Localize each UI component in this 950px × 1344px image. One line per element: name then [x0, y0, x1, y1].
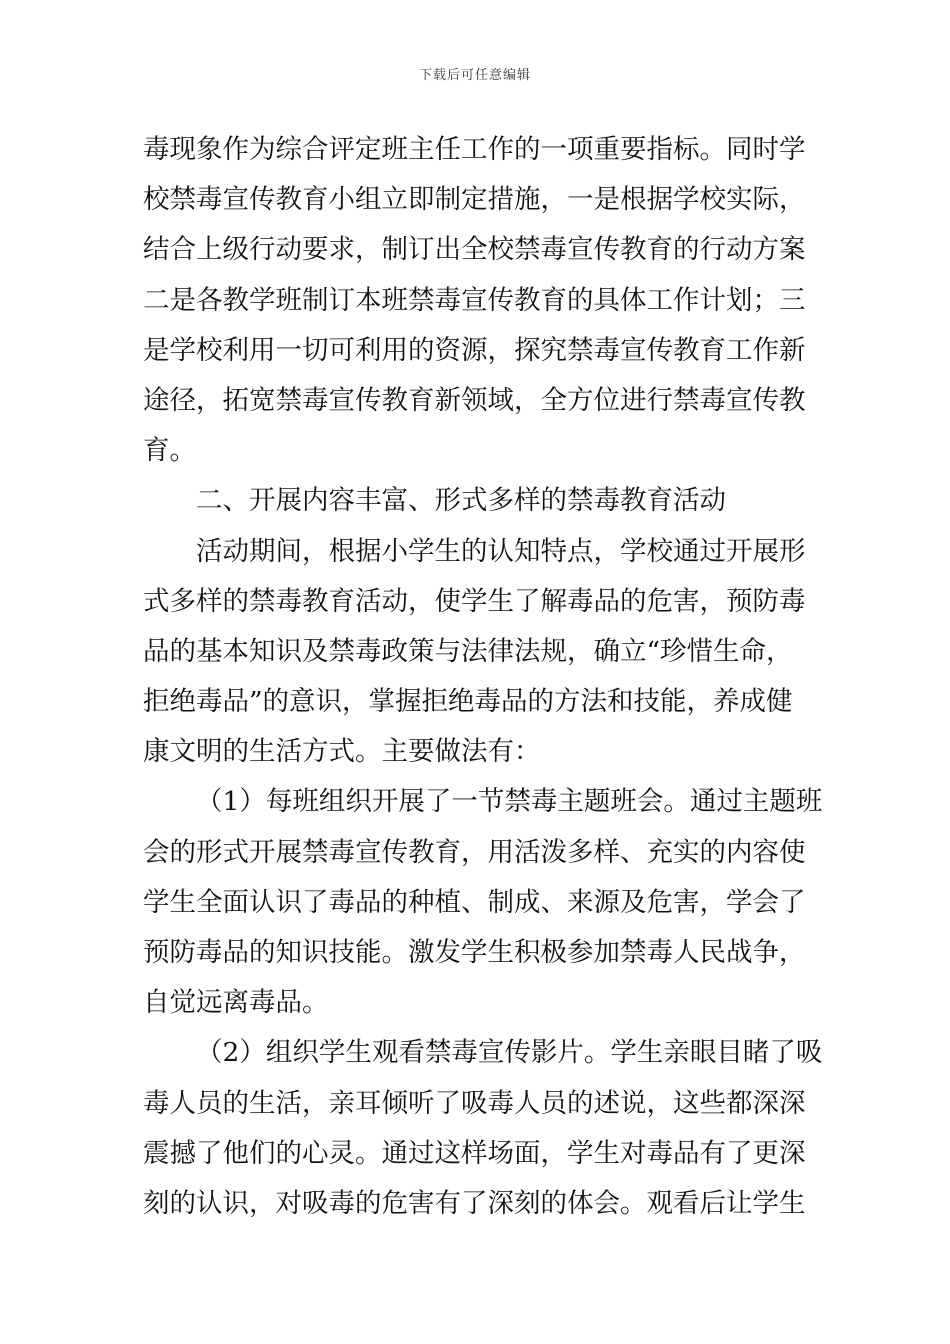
text-line: 育。: [143, 435, 196, 467]
text-line: 刻的认识，对吸毒的危害有了深刻的体会。观看后让学生: [143, 1187, 806, 1219]
text-line: 震撼了他们的心灵。通过这样场面，学生对毒品有了更深: [143, 1137, 806, 1169]
text-line: 式多样的禁毒教育活动，使学生了解毒品的危害，预防毒: [143, 585, 806, 617]
text-line: 康文明的生活方式。主要做法有：: [143, 736, 541, 768]
text-line: （1）每班组织开展了一节禁毒主题班会。通过主题班: [196, 786, 823, 818]
text-line: 学生全面认识了毒品的种植、制成、来源及危害，学会了: [143, 886, 806, 918]
text-line: 会的形式开展禁毒宣传教育，用活泼多样、充实的内容使: [143, 836, 806, 868]
text-line: 品的基本知识及禁毒政策与法律法规，确立“珍惜生命，: [143, 635, 793, 667]
text-line: 毒人员的生活，亲耳倾听了吸毒人员的述说，这些都深深: [143, 1087, 806, 1119]
text-line: 结合上级行动要求，制订出全校禁毒宣传教育的行动方案: [143, 234, 806, 266]
text-line: 预防毒品的知识技能。激发学生积极参加禁毒人民战争，: [143, 937, 806, 968]
text-line: 活动期间，根据小学生的认知特点，学校通过开展形: [196, 535, 806, 567]
text-line: 毒现象作为综合评定班主任工作的一项重要指标。同时学: [143, 134, 806, 165]
document-body: [143, 125, 823, 1229]
text-line: 校禁毒宣传教育小组立即制定措施，一是根据学校实际，: [143, 184, 806, 216]
text-line: （2）组织学生观看禁毒宣传影片。学生亲眼目睹了吸: [196, 1037, 823, 1069]
text-line: 途径，拓宽禁毒宣传教育新领域，全方位进行禁毒宣传教: [143, 384, 806, 416]
text-line: 拒绝毒品”的意识，掌握拒绝毒品的方法和技能，养成健: [143, 686, 793, 718]
section-heading: 二、开展内容丰富、形式多样的禁毒教育活动: [196, 485, 726, 517]
text-line: 是学校利用一切可利用的资源，探究禁毒宣传教育工作新: [143, 334, 806, 366]
text-line: 二是各教学班制订本班禁毒宣传教育的具体工作计划；三: [143, 284, 806, 316]
text-line: 自觉远离毒品。: [143, 987, 329, 1019]
page-header: 下载后可任意编辑: [418, 68, 531, 83]
